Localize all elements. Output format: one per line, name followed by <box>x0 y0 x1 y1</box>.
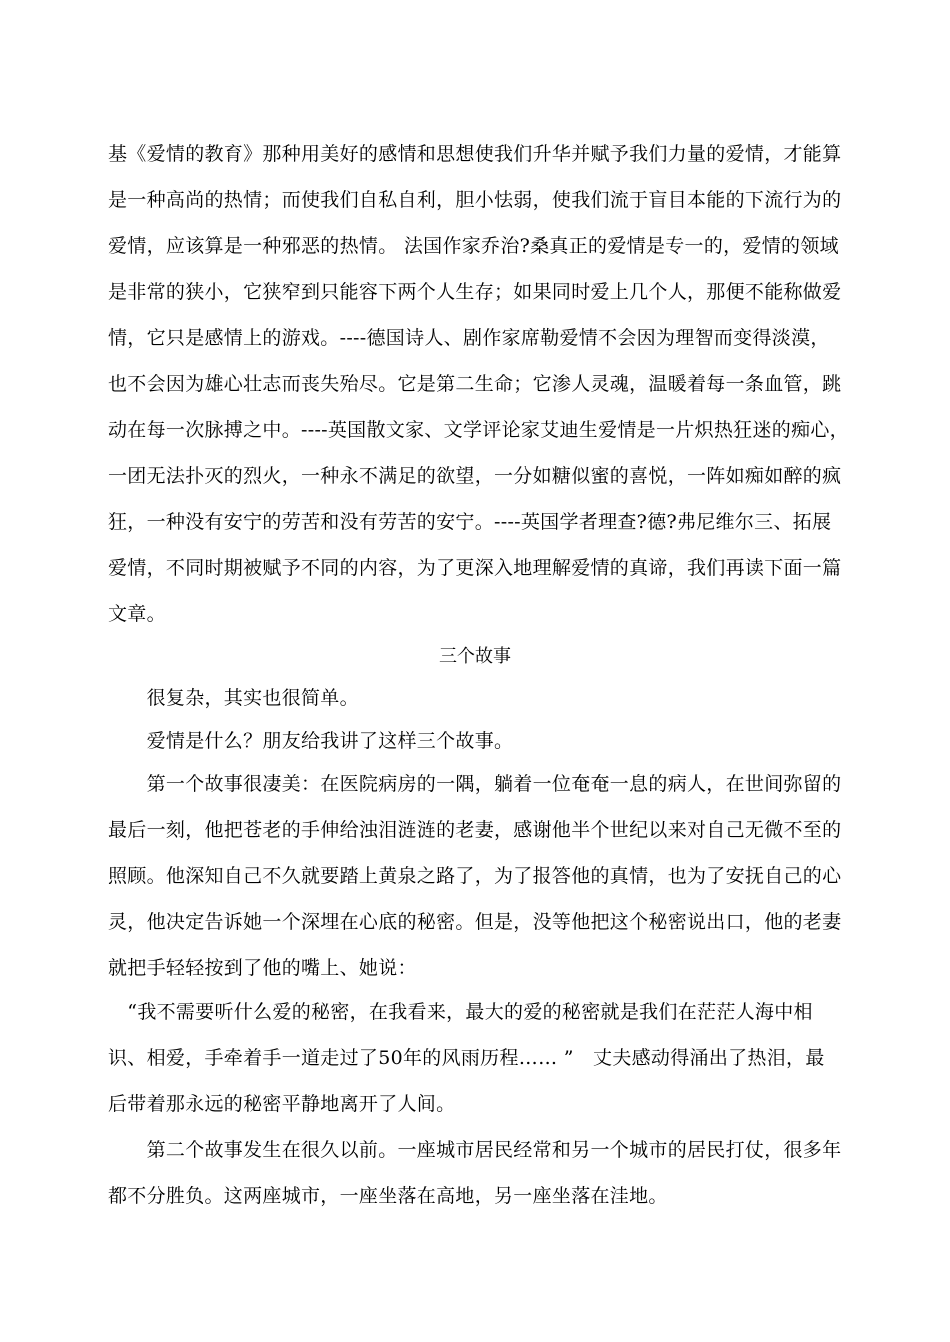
paragraph-line: 最后一刻，他把苍老的手伸给浊泪涟涟的老妻，感谢他半个世纪以来对自己无微不至的 <box>108 819 842 841</box>
paragraph-line: 一团无法扑灭的烈火，一种永不满足的欲望，一分如糖似蜜的喜悦，一阵如痴如醉的疯 <box>108 465 842 487</box>
paragraph-line: 第二个故事发生在很久以前。一座城市居民经常和另一个城市的居民打仗，很多年 <box>108 1139 842 1161</box>
paragraph-line: 动在每一次脉搏之中。----英国散文家、文学评论家艾迪生爱情是一片炽热狂迷的痴心， <box>108 419 849 441</box>
paragraph-line: 灵，他决定告诉她一个深埋在心底的秘密。但是，没等他把这个秘密说出口，他的老妻 <box>108 911 842 933</box>
paragraph-line: 第一个故事很凄美：在医院病房的一隅，躺着一位奄奄一息的病人，在世间弥留的 <box>108 773 842 795</box>
section-title: 三个故事 <box>439 646 511 667</box>
paragraph-line: 后带着那永远的秘密平静地离开了人间。 <box>108 1093 456 1115</box>
paragraph-line: 都不分胜负。这两座城市，一座坐落在高地，另一座坐落在洼地。 <box>108 1185 668 1207</box>
paragraph-line: 就把手轻轻按到了他的嘴上、她说： <box>108 957 417 979</box>
paragraph-line: 狂，一种没有安宁的劳苦和没有劳苦的安宁。----英国学者理查?德?弗尼维尔三、拓展 <box>108 511 832 533</box>
paragraph-line: 基《爱情的教育》那种用美好的感情和思想使我们升华并赋予我们力量的爱情，才能算 <box>108 143 842 165</box>
paragraph-line: 很复杂，其实也很简单。 <box>108 687 359 709</box>
paragraph-line: “我不需要听什么爱的秘密，在我看来，最大的爱的秘密就是我们在茫茫人海中相 <box>108 1001 813 1023</box>
paragraph-line: 是一种高尚的热情；而使我们自私自利，胆小怯弱，使我们流于盲目本能的下流行为的 <box>108 189 842 211</box>
paragraph-line: 也不会因为雄心壮志而丧失殆尽。它是第二生命；它渗人灵魂，温暖着每一条血管，跳 <box>108 373 842 395</box>
paragraph-line: 爱情，不同时期被赋予不同的内容，为了更深入地理解爱情的真谛，我们再读下面一篇 <box>108 557 842 579</box>
paragraph-line: 是非常的狭小，它狭窄到只能容下两个人生存；如果同时爱上几个人，那便不能称做爱 <box>108 281 842 303</box>
paragraph-line: 照顾。他深知自己不久就要踏上黄泉之路了，为了报答他的真情，也为了安抚自己的心 <box>108 865 842 887</box>
paragraph-line: 爱情是什么？朋友给我讲了这样三个故事。 <box>108 730 514 752</box>
paragraph-line: 情，它只是感情上的游戏。----德国诗人、剧作家席勒爱情不会因为理智而变得淡漠， <box>108 327 830 349</box>
paragraph-line: 识、相爱，手牵着手一道走过了50年的风雨历程…… ” 丈夫感动得涌出了热泪，最 <box>108 1047 825 1069</box>
paragraph-line: 文章。 <box>108 603 166 625</box>
paragraph-line: 爱情，应该算是一种邪恶的热情。 法国作家乔治?桑真正的爱情是专一的，爱情的领域 <box>108 235 839 257</box>
